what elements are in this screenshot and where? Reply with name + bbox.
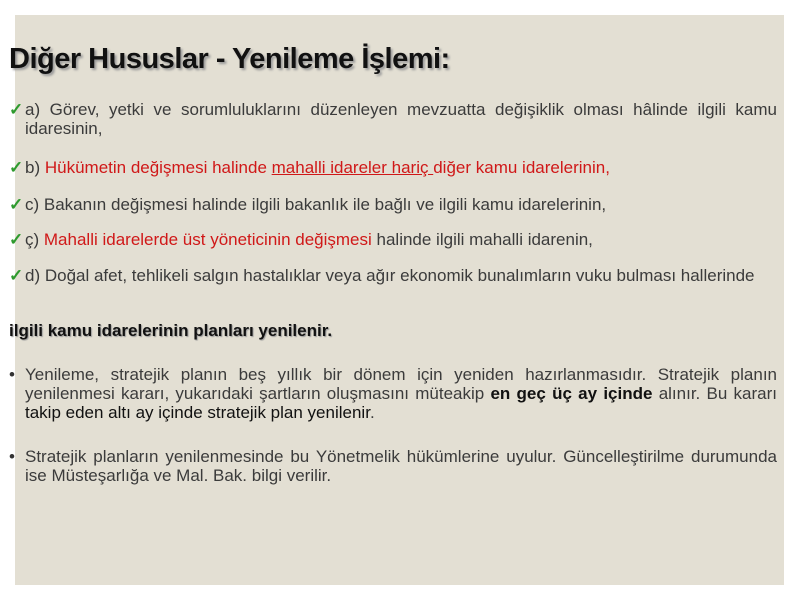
bullet-2-text: Stratejik planların yenilenmesinde bu Yönetmelik hükümlerine uyulur. Güncelleştirilme durumunda ise Müsteşarlığa ve Mal. Bak. bilgi verilir.: [25, 447, 777, 485]
checkmark-icon: ✓: [9, 195, 24, 214]
item-b-red-2: diğer kamu idarelerinin,: [433, 158, 610, 177]
item-d-text: d) Doğal afet, tehlikeli salgın hastalıklar veya ağır ekonomik bunalımların vuku bulması hallerinde: [25, 266, 755, 285]
bullet-1-part-3: .: [369, 403, 375, 422]
bullet-item-2: [9, 447, 777, 485]
item-cc-red: Mahalli idarelerde üst yöneticinin değişmesi: [43, 230, 372, 249]
list-item-b: [9, 158, 777, 177]
bullet-1-part-2: alınır. Bu kararı: [652, 384, 778, 403]
bullet-1-text: [9, 365, 777, 422]
summary-line: ilgili kamu idarelerinin planları yenilenir.: [9, 321, 333, 340]
bullet-1-bold: en geç üç ay içinde: [490, 384, 653, 403]
bullet-1-dark: takip eden altı ay içinde stratejik plan yenilenir: [25, 403, 370, 422]
list-item-c: [9, 195, 777, 214]
bullet-icon: •: [9, 447, 15, 466]
item-cc-suffix: halinde ilgili mahalli idarenin,: [371, 230, 593, 249]
item-b-red-1: Hükümetin değişmesi halinde: [44, 158, 272, 177]
bullet-icon: •: [9, 365, 15, 384]
list-item-a: [9, 100, 777, 138]
item-cc-text: [9, 230, 777, 249]
list-item-cc: [9, 230, 777, 249]
item-b-text: [9, 158, 777, 177]
slide-title: Diğer Hususlar - Yenileme İşlemi:: [9, 43, 450, 75]
slide: [9, 15, 784, 585]
item-a-text: a) Görev, yetki ve sorumluluklarını düzenleyen mevzuatta değişiklik olması hâlinde ilgili kamu idaresinin,: [25, 100, 777, 138]
bullet-item-1: [9, 365, 777, 422]
item-c-text: c) Bakanın değişmesi halinde ilgili bakanlık ile bağlı ve ilgili kamu idarelerinin,: [25, 195, 607, 214]
item-b-red-underlined: mahalli idareler hariç: [271, 158, 434, 177]
item-cc-prefix: ç): [25, 230, 44, 249]
item-b-prefix: b): [25, 158, 45, 177]
bullet-1-part-1: Yenileme, stratejik planın beş yıllık bir dönem için yeniden hazırlanmasıdır. Stratejik planın yenilenmesi kararı, yukarıdaki şartların oluşmasını müteakip: [25, 365, 777, 403]
list-item-d: [9, 266, 777, 285]
checkmark-icon: ✓: [9, 266, 24, 285]
checkmark-icon: ✓: [9, 158, 24, 177]
checkmark-icon: ✓: [9, 230, 24, 249]
checkmark-icon: ✓: [9, 100, 24, 119]
